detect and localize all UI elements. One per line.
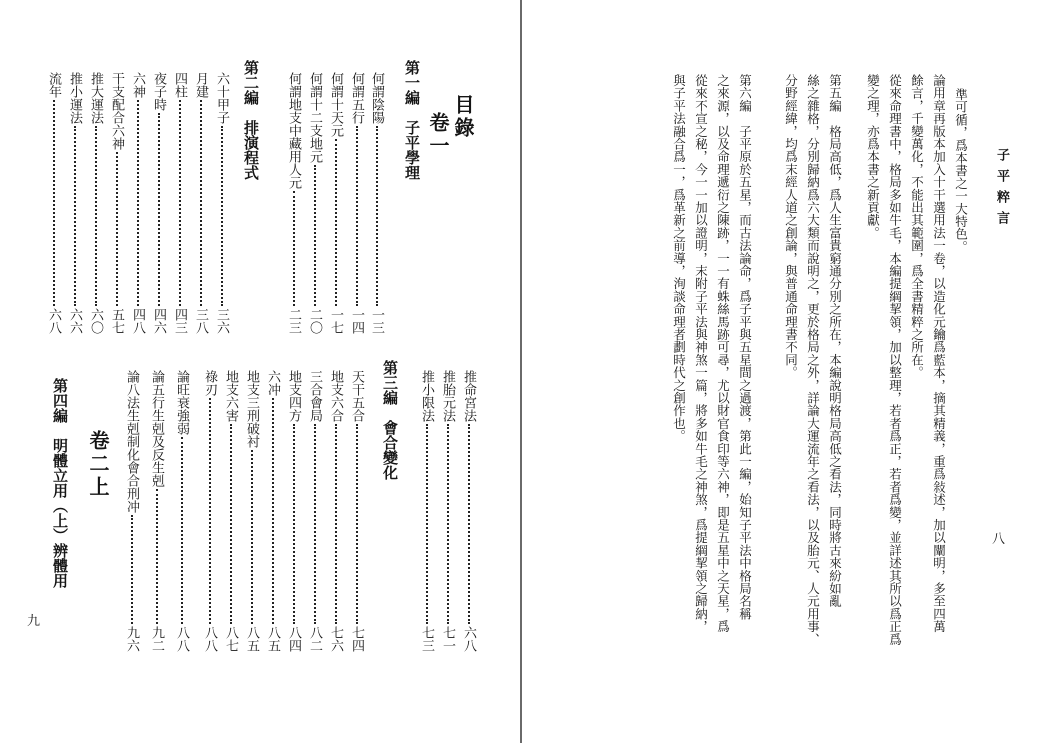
- right-page: [522, 0, 1041, 743]
- toc-entry[interactable]: [266, 370, 279, 652]
- toc-entry[interactable]: [152, 72, 165, 334]
- toc-dot-leader: [293, 191, 295, 306]
- toc-dot-leader: [468, 424, 470, 624]
- toc-dot-leader: [95, 126, 97, 306]
- toc-dot-leader: [209, 398, 211, 624]
- toc-dot-leader: [131, 515, 133, 624]
- toc-entry-label: 地支三刑破衬: [244, 370, 259, 448]
- toc-entry-page: 八八: [174, 626, 189, 652]
- toc-entry[interactable]: [47, 72, 60, 334]
- toc-entry[interactable]: [194, 72, 207, 334]
- toc-entry[interactable]: [224, 370, 237, 652]
- toc-entry-label: 何謂陰陽: [369, 72, 384, 124]
- toc-entry[interactable]: [287, 370, 300, 652]
- toc-entry[interactable]: [175, 370, 188, 652]
- toc-dot-leader: [272, 398, 274, 624]
- toc-dot-leader: [293, 424, 295, 624]
- toc-entry-page: 七一: [440, 626, 455, 652]
- toc-entry-page: 六〇: [88, 308, 103, 334]
- toc-dot-leader: [356, 126, 358, 306]
- toc-entry[interactable]: [462, 370, 475, 652]
- toc-entry-label: 四柱: [172, 72, 187, 98]
- section-2-heading: 第二編 排演程式: [242, 60, 260, 180]
- toc-entry-label: 何謂十二支地元: [307, 72, 322, 163]
- toc-dot-leader: [179, 100, 181, 306]
- toc-entry[interactable]: [245, 370, 258, 652]
- toc-entry-page: 七四: [349, 626, 364, 652]
- toc-entry-page: 四三: [172, 308, 187, 334]
- toc-entry-label: 干支配合六神: [109, 72, 124, 150]
- toc-dot-leader: [181, 437, 183, 624]
- toc-entry-page: 三八: [193, 308, 208, 334]
- toc-entry-page: 八五: [244, 626, 259, 652]
- text-line: 論用章再版本加入十干選用法一卷，以造化元鑰爲藍本，摘其精義，重爲敍述，加以闡明，多至四萬: [931, 74, 947, 633]
- toc-entry[interactable]: [203, 370, 216, 652]
- toc-title: 目錄: [451, 94, 475, 140]
- toc-dot-leader: [356, 424, 358, 624]
- toc-dot-leader: [335, 424, 337, 624]
- toc-entry[interactable]: [329, 72, 342, 334]
- volume-2-heading: 卷二上: [86, 430, 110, 499]
- toc-entry[interactable]: [350, 72, 363, 334]
- toc-entry-page: 四八: [130, 308, 145, 334]
- toc-entry-page: 七六: [328, 626, 343, 652]
- text-line: 絲之雜格，分別歸納爲六大類而說明之，更於格局之外，詳論大運流年之看法，以及胎元、人元用事、: [805, 74, 821, 646]
- toc-dot-leader: [116, 152, 118, 306]
- toc-entry-label: 六冲: [265, 370, 280, 396]
- toc-entry-label: 六神: [130, 72, 145, 98]
- toc-entry[interactable]: [125, 370, 138, 652]
- toc-entry-page: 六八: [461, 626, 476, 652]
- toc-entry-label: 論五行生剋及反生剋: [149, 370, 164, 487]
- toc-dot-leader: [314, 165, 316, 306]
- toc-entry-page: 五七: [109, 308, 124, 334]
- toc-entry-label: 三合會局: [307, 370, 322, 422]
- toc-entry-page: 二三: [286, 308, 301, 334]
- text-line: 分野經緯，均爲末經人道之創論，與普通命理書不同。: [783, 74, 799, 379]
- toc-entry[interactable]: [131, 72, 144, 334]
- text-line: 從來命理書中，格局多如牛毛，本編提綱挈領，加以整理，若者爲正，若者爲變，並詳述其所以爲正爲: [887, 74, 903, 646]
- toc-entry-page: 七三: [419, 626, 434, 652]
- text-line: 餘言，千變萬化，不能出其範圍，爲全書精粹之所在。: [909, 74, 925, 379]
- toc-entry-label: 何謂五行: [349, 72, 364, 124]
- toc-entry-page: 九二: [149, 626, 164, 652]
- toc-dot-leader: [426, 424, 428, 624]
- section-4-heading: 第四編 明體立用（上）辨體用: [51, 378, 69, 588]
- toc-entry[interactable]: [308, 370, 321, 652]
- toc-entry-label: 推小運法: [67, 72, 82, 124]
- toc-dot-leader: [447, 424, 449, 624]
- toc-entry-page: 一七: [328, 308, 343, 334]
- page-number-left: 九: [27, 614, 41, 629]
- toc-entry-page: 一四: [349, 308, 364, 334]
- toc-entry-page: 八二: [307, 626, 322, 652]
- page-number-right: 八: [992, 532, 1006, 547]
- toc-entry-label: 推大運法: [88, 72, 103, 124]
- toc-dot-leader: [53, 100, 55, 306]
- toc-entry-label: 流年: [46, 72, 61, 98]
- running-header: 子平粹言: [994, 148, 1009, 232]
- text-line: 第五編 格局高低，爲人生富貴窮通分別之所在，本編說明格局高低之看法，同時將古來紛如亂: [827, 74, 843, 608]
- toc-entry-label: 論八法生剋制化會合刑冲: [124, 370, 139, 513]
- toc-entry[interactable]: [350, 370, 363, 652]
- text-line: 第六編 子平原於五星，而古法論命，爲子平與五星間之過渡，第此一編，始知子平法中格局名稱: [737, 74, 753, 621]
- toc-dot-leader: [158, 113, 160, 306]
- toc-entry-page: 二〇: [307, 308, 322, 334]
- toc-entry-label: 推命宮法: [461, 370, 476, 422]
- toc-entry-page: 六六: [67, 308, 82, 334]
- toc-entry-label: 推小限法: [419, 370, 434, 422]
- toc-entry-label: 地支六合: [328, 370, 343, 422]
- toc-entry-page: 八七: [223, 626, 238, 652]
- toc-entry[interactable]: [370, 72, 383, 334]
- toc-dot-leader: [200, 100, 202, 306]
- toc-entry-page: 八八: [202, 626, 217, 652]
- toc-entry[interactable]: [173, 72, 186, 334]
- volume-1-heading: 卷一: [426, 112, 450, 158]
- toc-dot-leader: [335, 139, 337, 306]
- toc-entry-label: 天干五合: [349, 370, 364, 422]
- toc-entry-page: 三六: [214, 308, 229, 334]
- toc-entry-label: 地支六害: [223, 370, 238, 422]
- toc-dot-leader: [137, 100, 139, 306]
- toc-entry-page: 一三: [369, 308, 384, 334]
- toc-entry-page: 九六: [124, 626, 139, 652]
- toc-entry[interactable]: [150, 370, 163, 652]
- toc-entry-label: 論旺衰強弱: [174, 370, 189, 435]
- toc-entry[interactable]: [441, 370, 454, 652]
- left-page: [0, 0, 520, 743]
- text-line: 從來不宣之秘，今一一加以證明，末附子平法與神煞一篇，將多如牛毛之神煞，爲提綱挈領之歸納，: [693, 74, 709, 633]
- toc-entry[interactable]: [110, 72, 123, 334]
- toc-entry[interactable]: [68, 72, 81, 334]
- toc-entry[interactable]: [329, 370, 342, 652]
- toc-entry[interactable]: [89, 72, 102, 334]
- toc-entry[interactable]: [308, 72, 321, 334]
- toc-entry-label: 地支四方: [286, 370, 301, 422]
- toc-entry-page: 八四: [286, 626, 301, 652]
- toc-entry-label: 何謂地支中藏用人元: [286, 72, 301, 189]
- toc-dot-leader: [251, 450, 253, 624]
- toc-entry-label: 何謂十天元: [328, 72, 343, 137]
- toc-entry-label: 夜子時: [151, 72, 166, 111]
- toc-entry-label: 祿刃: [202, 370, 217, 396]
- text-line: 變之理，亦爲本書之新貢獻。: [865, 74, 881, 240]
- toc-dot-leader: [314, 424, 316, 624]
- toc-entry-page: 八五: [265, 626, 280, 652]
- toc-entry[interactable]: [420, 370, 433, 652]
- toc-dot-leader: [376, 126, 378, 306]
- toc-entry-page: 四六: [151, 308, 166, 334]
- text-line: 之來源，以及命理遞衍之陳跡，一一有蛛絲馬跡可尋，尤以財官食印等六神，即是五星中之天星，爲: [715, 74, 731, 633]
- toc-entry-page: 六八: [46, 308, 61, 334]
- toc-entry-label: 月建: [193, 72, 208, 98]
- section-3-heading: 第三編 會合變化: [381, 360, 399, 480]
- toc-entry-label: 六十甲子: [214, 72, 229, 124]
- toc-dot-leader: [221, 126, 223, 306]
- section-1-heading: 第一編 子平學理: [403, 60, 421, 180]
- text-line: 準可循，爲本書之一大特色。: [953, 88, 969, 254]
- toc-dot-leader: [74, 126, 76, 306]
- toc-dot-leader: [156, 489, 158, 624]
- toc-entry[interactable]: [287, 72, 300, 334]
- toc-dot-leader: [230, 424, 232, 624]
- toc-entry-label: 推胎元法: [440, 370, 455, 422]
- toc-entry[interactable]: [215, 72, 228, 334]
- text-line: 與子平法融合爲一，爲革新之前導，洵談命理者劃時代之創作也。: [671, 74, 687, 443]
